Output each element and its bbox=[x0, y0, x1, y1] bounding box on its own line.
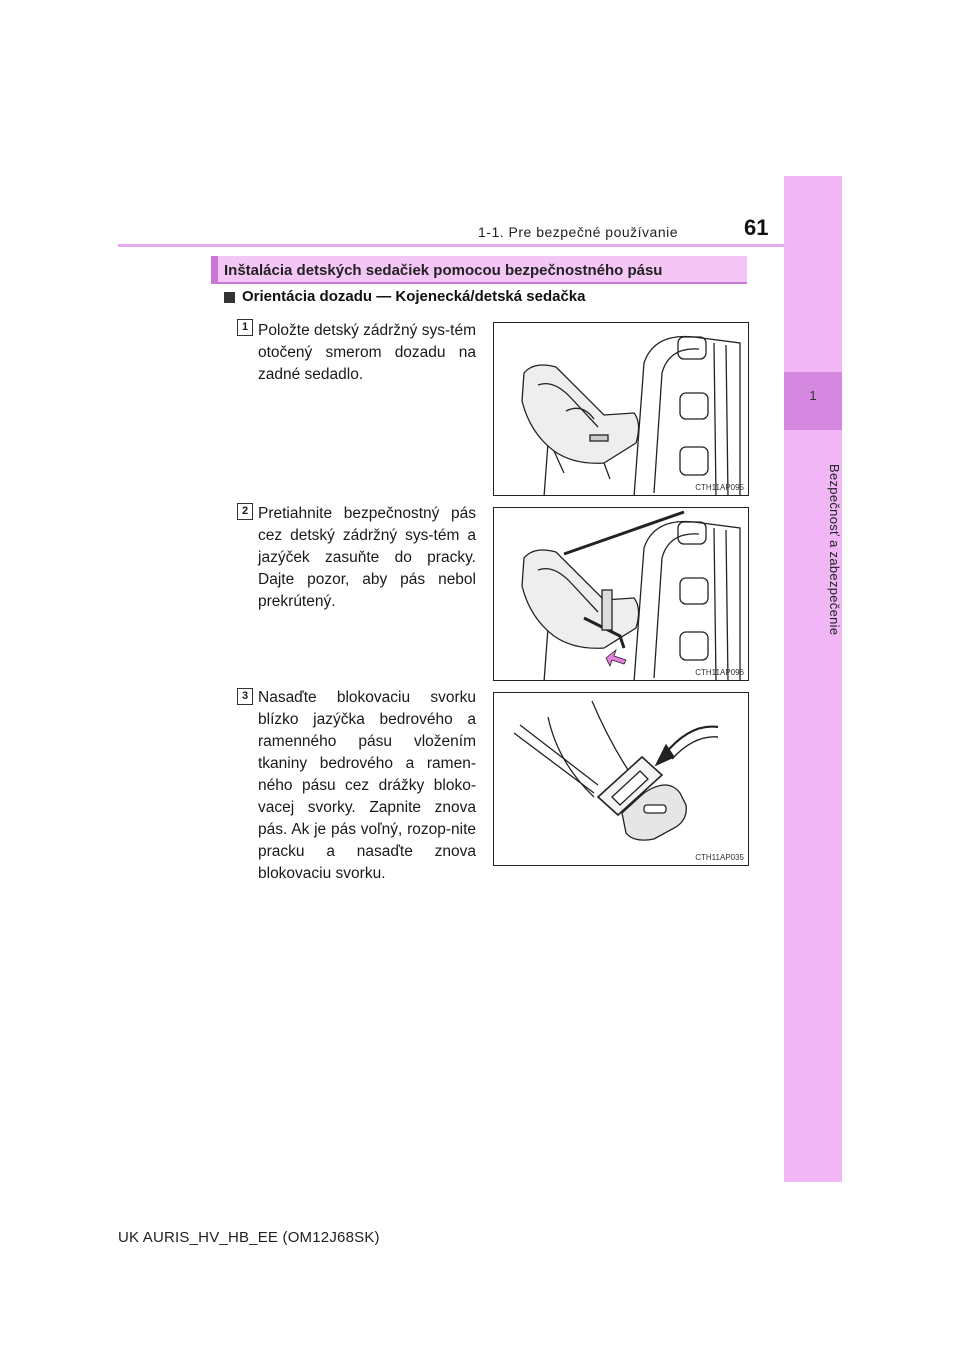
figure-locking-clip bbox=[493, 692, 749, 866]
section-banner-title: Inštalácia detských sedačiek pomocou bezpečnostného pásu bbox=[224, 262, 663, 279]
figure-code: CTH11AP035 bbox=[695, 853, 744, 862]
step-text: Položte detský zádržný sys-tém otočený smerom dozadu na zadné sedadlo. bbox=[258, 322, 476, 383]
footer-document-id: UK AURIS_HV_HB_EE (OM12J68SK) bbox=[118, 1229, 380, 1246]
figure-code: CTH11AP096 bbox=[695, 668, 744, 677]
figure-belt-routed bbox=[493, 507, 749, 681]
chapter-title: Bezpečnosť a zabezpečenie bbox=[827, 464, 842, 636]
header-section-title: 1-1. Pre bezpečné používanie bbox=[478, 224, 679, 240]
step-text: Pretiahnite bezpečnostný pás cez detský zádržný sys-tém a jazýček zasuňte do pracky. Dajte pozor, aby pás nebol prekrútený. bbox=[258, 505, 476, 610]
subheading: Orientácia dozadu — Kojenecká/detská sedačka bbox=[242, 288, 586, 305]
child-seat-rear-facing-illustration bbox=[494, 323, 749, 496]
square-bullet-icon bbox=[224, 292, 235, 303]
step-text: Nasaďte blokovaciu svorku blízko jazýčka bedrového a ramenného pásu vložením tkaniny bedrového a ramen-ného pásu cez drážky bloko-vacej svorky. Zapnite znova pás. Ak je pás voľný, rozop-nite pracku a nasaďte znova blokovaciu svorku. bbox=[258, 689, 476, 882]
step-number: 1 bbox=[237, 319, 253, 336]
locking-clip-illustration bbox=[494, 693, 749, 866]
header-rule bbox=[118, 244, 840, 247]
step-number: 2 bbox=[237, 503, 253, 520]
figure-child-seat-placed bbox=[493, 322, 749, 496]
chapter-number: 1 bbox=[809, 388, 817, 403]
figure-code: CTH11AP095 bbox=[695, 483, 744, 492]
belt-through-child-seat-illustration bbox=[494, 508, 749, 681]
chapter-side-tab bbox=[784, 176, 842, 1182]
step-number: 3 bbox=[237, 688, 253, 705]
page-number: 61 bbox=[744, 215, 769, 240]
